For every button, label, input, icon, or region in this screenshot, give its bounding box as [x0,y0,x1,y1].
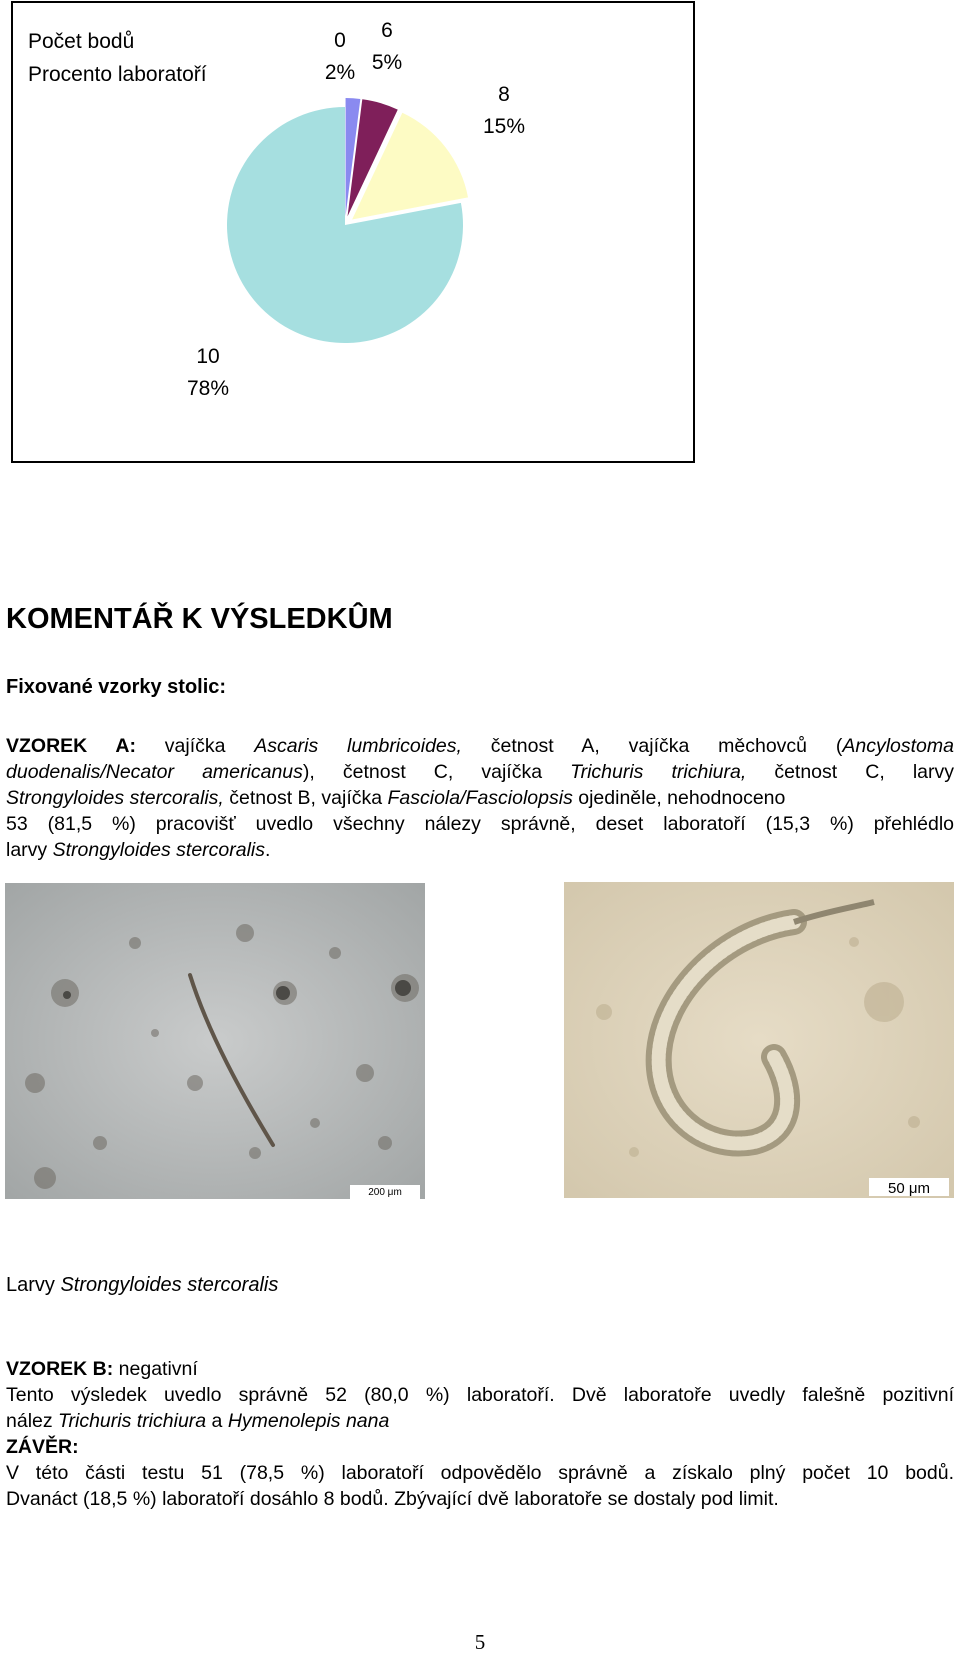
sample-b-line-2 [6,1408,954,1434]
sample-b-line-1: Tento výsledek uvedlo správně 52 (80,0 %) laboratoří. Dvě laboratoře uvedly falešně pozitivní [6,1384,954,1406]
species-name: Ascaris lumbricoides, [254,735,462,757]
conclusion-label: ZÁVĚR: [6,1436,79,1458]
micrograph-left-image [5,883,425,1199]
sample-a-paragraph [6,733,954,863]
micrograph-left [5,883,425,1199]
sample-a-label: VZOREK A: [6,735,136,757]
sample-b-label: VZOREK B: [6,1358,114,1380]
conclusion-line-2: Dvanáct (18,5 %) laboratoří dosáhlo 8 bodů. Zbývající dvě laboratoře se dostaly pod limit. [6,1488,779,1510]
species-name: Hymenolepis nana [227,1410,390,1432]
page-number: 5 [474,1630,486,1654]
sample-b-line-0 [6,1356,954,1382]
pie-chart [13,3,693,461]
sample-a-line-1 [6,733,954,759]
slice-label-percent-0: 2% [324,61,356,84]
slice-label-percent-10: 78% [186,377,230,400]
species-name: duodenalis/Necator americanus [6,761,303,783]
species-name: Fasciola/Fasciolopsis [387,787,573,809]
slice-label-percent-6: 5% [371,51,403,74]
text-run: četnost B, vajíčka [223,787,388,809]
text-run: četnost C, larvy [746,761,954,783]
figure-caption [6,1274,278,1297]
left-scale-bar-label: 200 μm [368,1187,402,1198]
text-run: larvy [6,839,53,861]
conclusion-line-1: V této části testu 51 (78,5 %) laboratoří odpovědělo správně a získalo plný počet 10 bodů. [6,1462,954,1484]
text-run: četnost A, vajíčka měchovců ( [461,735,843,757]
text-run: vajíčka [135,735,255,757]
sample-b-result: negativní [113,1358,198,1380]
text-run: ojediněle, nehodnoceno [572,787,786,809]
species-name: Strongyloides stercoralis [52,839,266,861]
slice-label-points-0: 0 [334,29,346,52]
species-name: Trichuris trichiura [58,1410,207,1432]
text-run: Larvy [6,1274,61,1296]
micrograph-right [564,882,954,1198]
sample-a-line-3 [6,785,954,811]
sample-a-line-5 [6,837,954,863]
right-scale-bar-label: 50 μm [888,1180,930,1197]
sample-a-line-4: 53 (81,5 %) pracovišť uvedlo všechny nálezy správně, deset laboratoří (15,3 %) přehlédlo [6,813,954,835]
species-name: Strongyloides stercoralis [60,1274,279,1296]
slice-label-points-10: 10 [196,345,220,368]
legend-line-points: Počet bodů [28,30,135,53]
slice-label-percent-8: 15% [482,115,526,138]
sample-a-line-2 [6,759,954,785]
micrograph-right-image [564,882,954,1198]
text-run: . [265,839,271,861]
slice-label-points-6: 6 [381,19,393,42]
species-name: Trichuris trichiura, [570,761,747,783]
text-run: ), četnost C, vajíčka [302,761,571,783]
legend-line-percent: Procento laboratoří [28,63,207,86]
pie-chart-frame [11,1,695,463]
text-run: a [206,1410,228,1432]
text-run: nález [6,1410,59,1432]
sample-b-paragraph [6,1356,954,1512]
subsection-title: Fixované vzorky stolic: [6,676,227,698]
section-title: KOMENTÁŘ K VÝSLEDKÛM [6,603,393,635]
species-name: Strongyloides stercoralis, [6,787,224,809]
slice-label-points-8: 8 [498,83,510,106]
species-name: Ancylostoma [842,735,954,757]
